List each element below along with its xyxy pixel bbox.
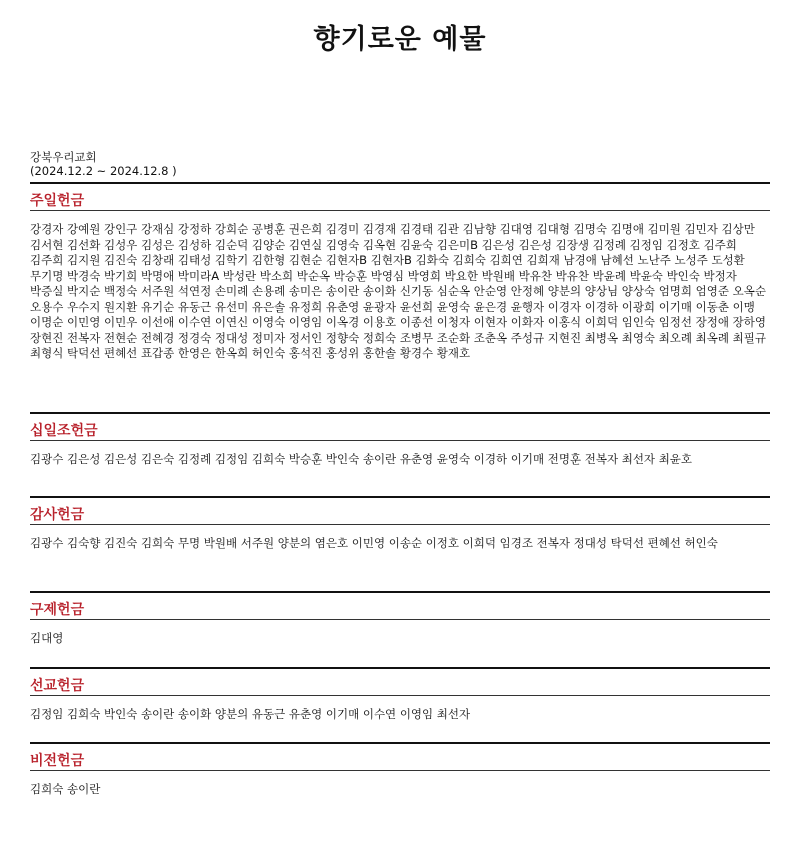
donor-names: 강경자 강예원 강인구 강재심 강정하 강희순 공병훈 권은희 김경미 김경재 김경태 김관 김남향 김대영 김대형 김명숙 김명애 김미원 김민자 김상만 김서현 김선화 김성우 김성은 김성하 김순덕 김양순 김연실 김영숙 김옥현 김윤숙 김은미B 김은성 김은성 김장생 김정례 김정임 김정호 김주희 김주희 김지원 김진숙 김창래 김태성 김학기 김한형 김현순 김현자B 김현자B 김화숙 김희숙 김희연 김희재 남경애 남혜선 노난주 노성주 도성환 무기명 박경숙 박기희 박명애 박미라A 박성란 박소희 박순옥 박승훈 박영심 박영희 박요한 박원배 박유찬 박유찬 박윤례 박윤숙 박인숙 박정자 박증실 박지순 백정숙 서주원 석연정 손미례 손용례 송미은 송이란 송이화 신기동 심순옥 안순영 안정혜 양분의 양상님 양상숙 엄명희 엄영준 오옥순 오용수 우수지 원지환 유기순 유동근 유선미 유은솔 유정희 유춘영 윤광자 윤선희 윤영숙 윤은경 윤행자 이경자 이경하 이광희 이기매 이동춘 이맹 이명순 이민영 이민우 이선애 이수연 이연신 이영숙 이영임 이옥경 이용호 이종선 이청자 이현자 이화자 이홍식 이희덕 임인숙 임정선 장정애 장하영 장현진 전복자 전현순 전혜경 정경숙 정대성 정미자 정서인 정향숙 정희숙 조병무 조순화 조춘옥 주성규 지현진 최병옥 최영숙 최오례 최옥례 최필규 최형식 탁덕선 편혜선 표갑종 한영은 한옥희 허인숙 홍석진 홍성위 홍한솔 황경수 황재호 (30, 222, 766, 360)
section-heading: 선교헌금 (30, 667, 770, 695)
donor-names: 김희숙 송이란 (30, 782, 101, 796)
section-heading: 비전헌금 (30, 742, 770, 770)
donor-names: 김정임 김희숙 박인숙 송이란 송이화 양분의 유동근 유춘영 이기매 이수연 이영임 최선자 (30, 707, 471, 721)
section-heading: 십일조헌금 (30, 412, 770, 440)
section-thanks-offering (30, 496, 770, 591)
section-sunday-offering (30, 182, 770, 412)
section-relief-offering (30, 591, 770, 667)
offering-period: (2024.12.2 ~ 2024.12.8 ) (30, 164, 177, 178)
donor-names: 김대영 (30, 631, 64, 645)
donor-names: 김광수 김은성 김은성 김은숙 김정례 김정임 김희숙 박승훈 박인숙 송이란 유춘영 윤영숙 이경하 이기매 전명훈 전복자 최선자 최윤호 (30, 452, 693, 466)
church-info (30, 150, 177, 178)
church-name: 강북우리교회 (30, 150, 97, 164)
section-mission-offering (30, 667, 770, 742)
offering-sections (0, 182, 800, 812)
section-heading: 주일헌금 (30, 182, 770, 210)
section-tithe-offering (30, 412, 770, 496)
page-title: 향기로운 예물 (313, 24, 487, 55)
section-heading: 감사헌금 (30, 496, 770, 524)
section-vision-offering (30, 742, 770, 812)
section-heading: 구제헌금 (30, 591, 770, 619)
donor-names: 김광수 김숙향 김진숙 김희숙 무명 박원배 서주원 양분의 염은호 이민영 이송순 이정호 이희덕 임경조 전복자 정대성 탁덕선 편혜선 허인숙 (30, 536, 718, 550)
